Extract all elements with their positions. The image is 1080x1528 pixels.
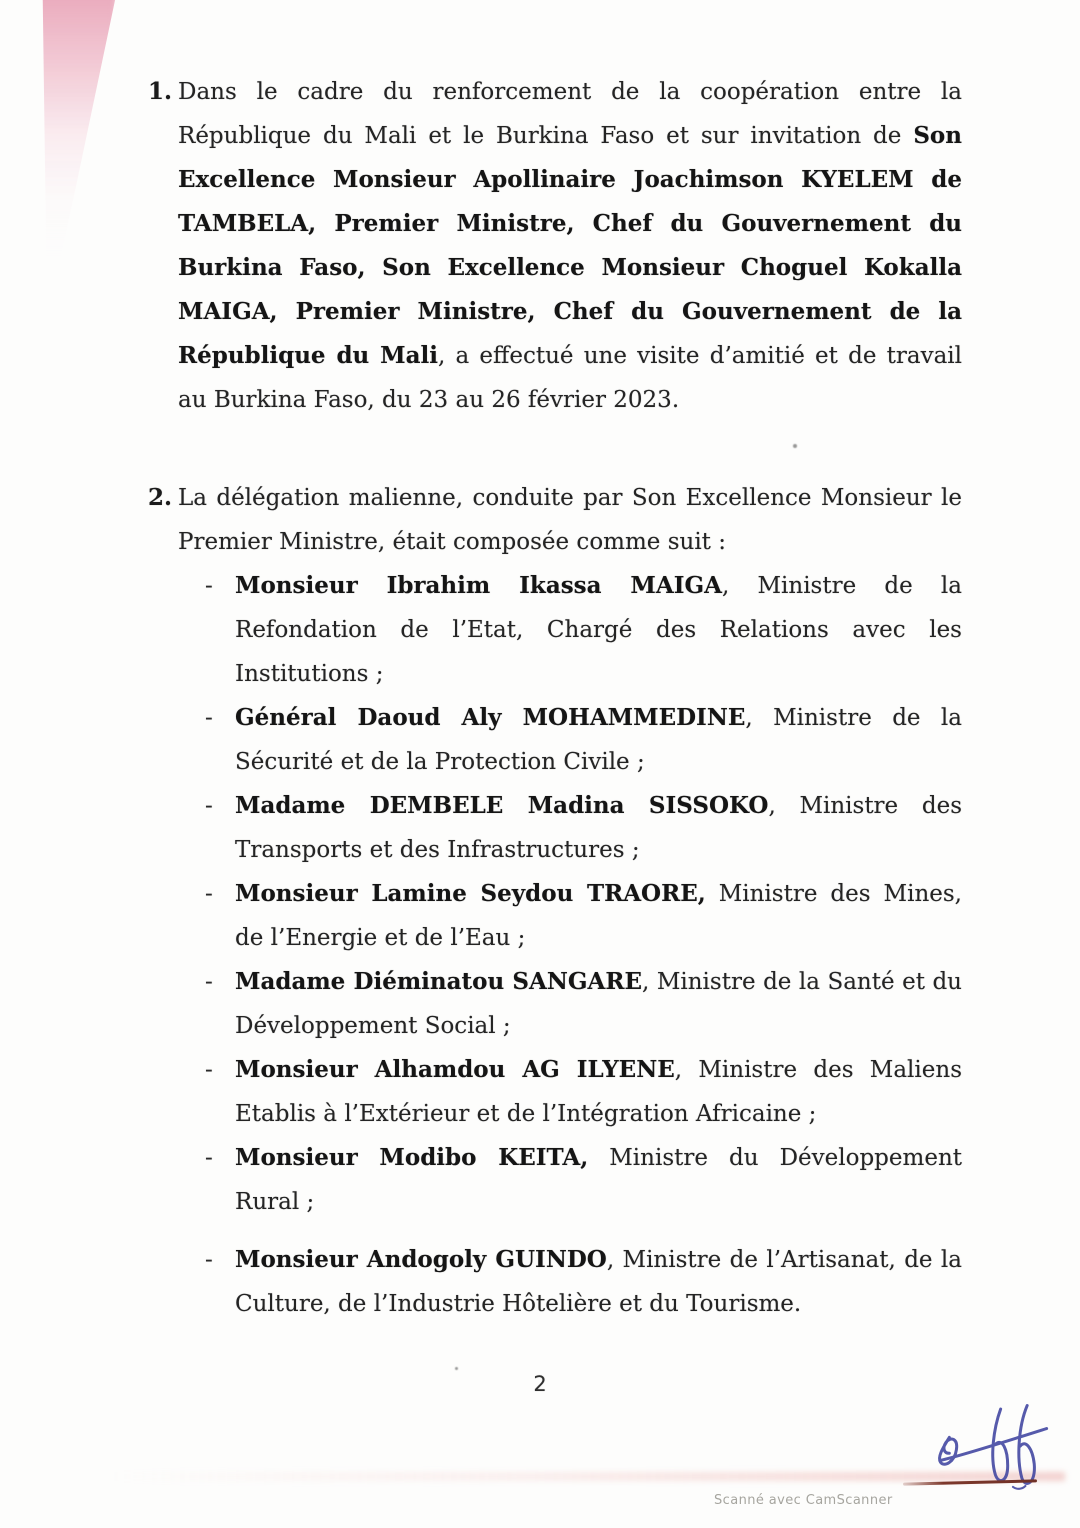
member-name: Monsieur Andogoly GUINDO: [235, 1246, 607, 1273]
scan-speck: [455, 1367, 458, 1370]
scan-streak: [110, 1472, 1065, 1481]
scan-smudge: [26, 0, 118, 256]
page-number: 2: [533, 1372, 547, 1396]
member-name: Madame DEMBELE Madina SISSOKO: [235, 792, 769, 819]
scan-speck: [793, 444, 797, 448]
list-item: [205, 872, 962, 960]
member-name: Monsieur Lamine Seydou TRAORE,: [235, 880, 706, 907]
member-role: , Ministre de l’Artisanat, de la Culture, de l’Industrie Hôtelière et du Tourisme.: [235, 1247, 962, 1317]
list-item: [205, 564, 962, 696]
dash-bullet: -: [205, 1057, 213, 1083]
document-body: [148, 70, 962, 1326]
list-item: [205, 1136, 962, 1224]
member-role: Ministre des Mines, de l’Energie et de l’Eau ;: [235, 881, 962, 951]
list-item: [205, 784, 962, 872]
dash-bullet: -: [205, 1247, 213, 1273]
text-segment-bold: Son Excellence Monsieur Apollinaire Joachimson KYELEM de TAMBELA, Premier Ministre, Chef du Gouvernement du Burkina Faso, Son Excellence Monsieur Choguel Kokalla MAIGA, Premier Ministre, Chef du Gouvernement de la République du Mali: [178, 122, 962, 369]
dash-bullet: -: [205, 705, 213, 731]
dash-bullet: -: [205, 793, 213, 819]
text-segment: Dans le cadre du renforcement de la coopération entre la République du Mali et le Burkina Faso et sur invitation de: [178, 79, 962, 149]
member-name: Madame Diéminatou SANGARE: [235, 968, 643, 995]
dash-bullet: -: [205, 881, 213, 907]
member-role: , Ministre des Maliens Etablis à l’Extérieur et de l’Intégration Africaine ;: [235, 1057, 962, 1127]
list-item: [205, 1238, 962, 1326]
member-role: , Ministre des Transports et des Infrastructures ;: [235, 793, 962, 863]
member-role: , Ministre de la Refondation de l’Etat, Chargé des Relations avec les Institutions ;: [235, 573, 962, 687]
dash-bullet: -: [205, 1145, 213, 1171]
text-segment: La délégation malienne, conduite par Son Excellence Monsieur le Premier Ministre, était composée comme suit :: [178, 485, 962, 555]
paragraph-1-text: [178, 70, 962, 422]
text-segment: , a effectué une visite d’amitié et de travail au Burkina Faso, du 23 au 26 février 2023.: [178, 343, 962, 413]
scanner-credit: Scanné avec CamScanner: [714, 1493, 893, 1508]
list-item: [205, 960, 962, 1048]
paragraph-1: [148, 70, 962, 422]
dash-bullet: -: [205, 573, 213, 599]
paragraph-1-number: 1.: [148, 78, 173, 105]
member-role: , Ministre de la Sécurité et de la Protection Civile ;: [235, 705, 962, 775]
list-item: [205, 696, 962, 784]
delegation-list: [178, 564, 962, 1326]
member-role: , Ministre de la Santé et du Développement Social ;: [235, 969, 962, 1039]
member-name: Général Daoud Aly MOHAMMEDINE: [235, 704, 746, 731]
member-name: Monsieur Modibo KEITA,: [235, 1144, 589, 1171]
paragraph-2-intro: [178, 476, 962, 1326]
member-role: Ministre du Développement Rural ;: [235, 1145, 962, 1215]
dash-bullet: -: [205, 969, 213, 995]
member-name: Monsieur Ibrahim Ikassa MAIGA: [235, 572, 722, 599]
member-name: Monsieur Alhamdou AG ILYENE: [235, 1056, 675, 1083]
paragraph-2-number: 2.: [148, 484, 173, 511]
paragraph-2: [148, 476, 962, 1326]
list-item: [205, 1048, 962, 1136]
